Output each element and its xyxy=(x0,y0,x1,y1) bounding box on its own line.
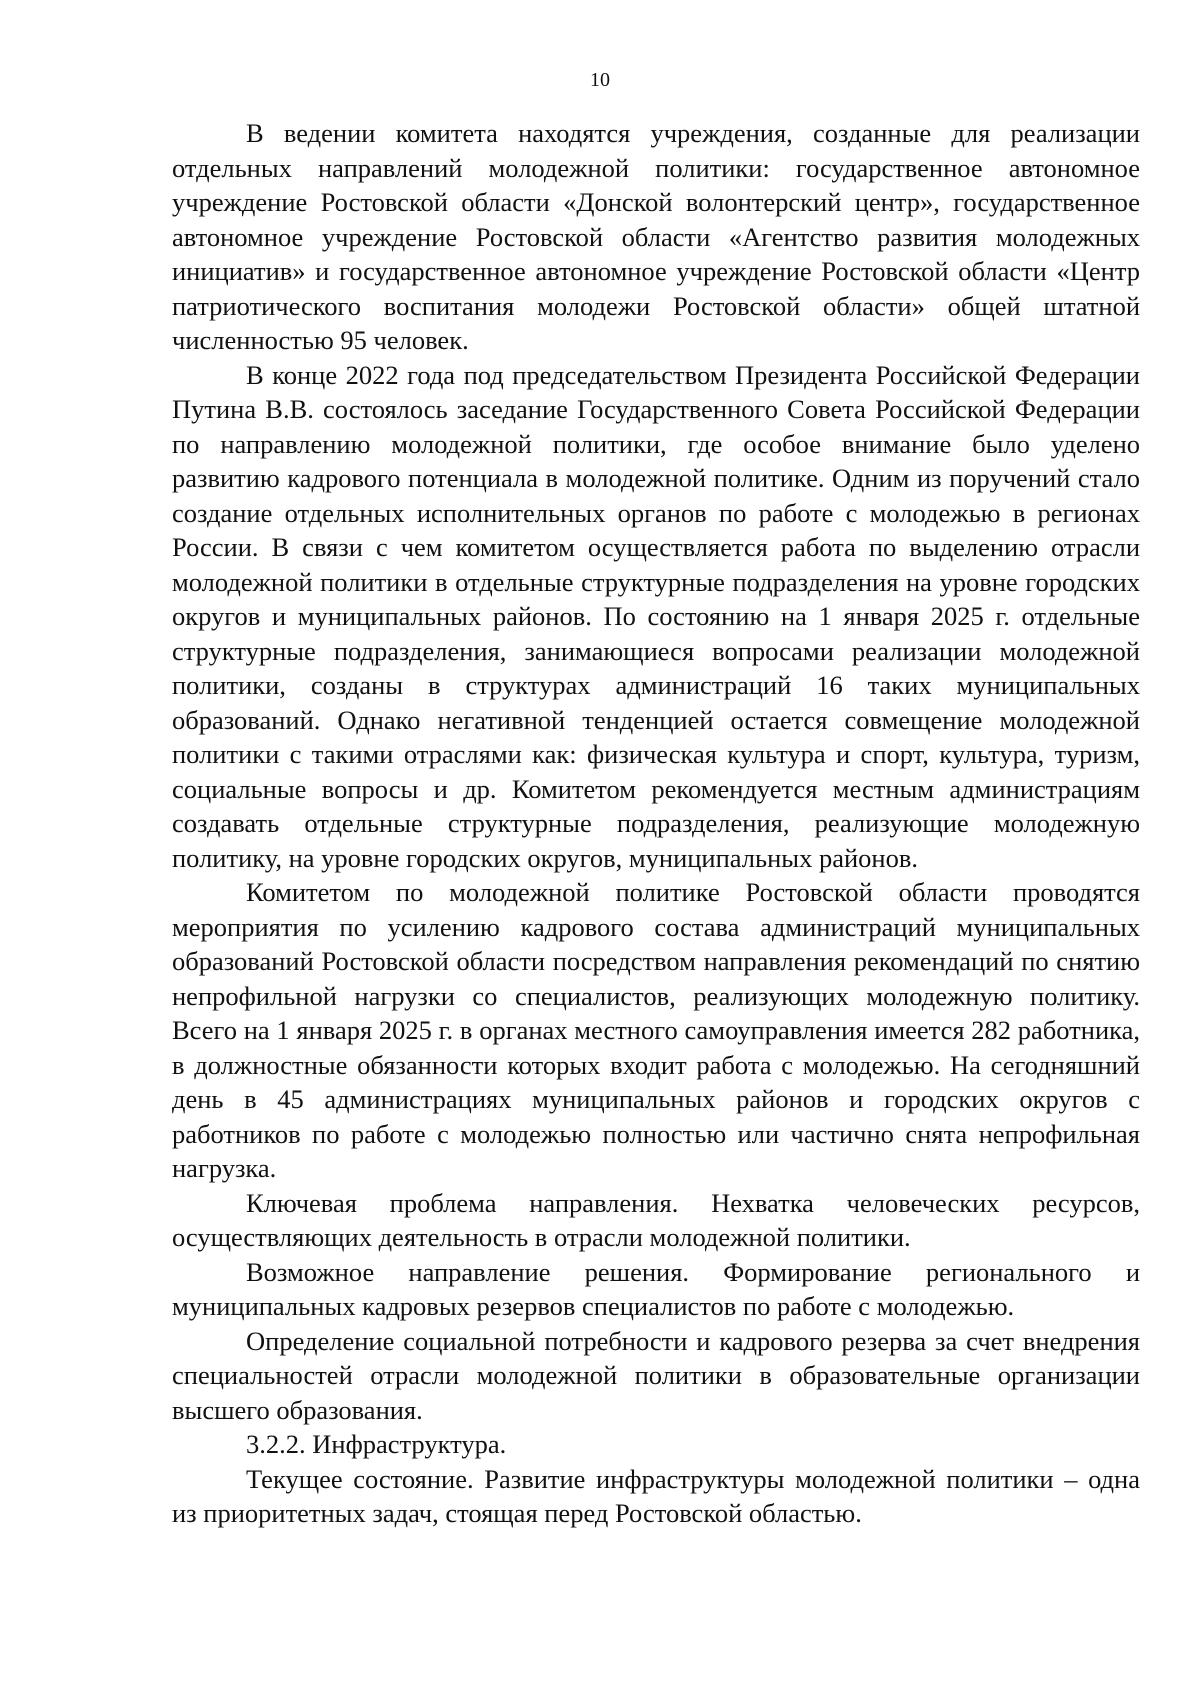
section-heading-infrastructure: 3.2.2. Инфраструктура. xyxy=(246,1429,507,1459)
paragraph-current-state: Текущее состояние. Развитие инфраструктуры молодежной политики – одна из приоритетных задач, стоящая перед Ростовской областью. xyxy=(172,1463,1140,1528)
document-body xyxy=(172,116,1140,1531)
page-number: 10 xyxy=(590,69,610,91)
paragraph-staffing-measures: Комитетом по молодежной политике Ростовской области проводятся мероприятия по усилению кадрового состава администраций муниципальных образований Ростовской области посредством направления рекомендаций по снятию непрофильной нагрузки со специалистов, реализующих молодежную политику. Всего на 1 января 2025 г. в органах местного самоуправления имеется 282 работника, в должностные обязанности которых входит работа с молодежью. На сегодняшний день в 45 администрациях муниципальных районов и городских округов с работников по работе с молодежью полностью или частично снята непрофильная нагрузка. xyxy=(172,877,1140,1183)
paragraph-state-council: В конце 2022 года под председательством Президента Российской Федерации Путина В.В. состоялось заседание Государственного Совета Российской Федерации по направлению молодежной политики, где особое внимание было уделено развитию кадрового потенциала в молодежной политике. Одним из поручений стало создание отдельных исполнительных органов по работе с молодежью в регионах России. В связи с чем комитетом осуществляется работа по выделению отрасли молодежной политики в отдельные структурные подразделения на уровне городских округов и муниципальных районов. По состоянию на 1 января 2025 г. отдельные структурные подразделения, занимающиеся вопросами реализации молодежной политики, созданы в структурах администраций 16 таких муниципальных образований. Однако негативной тенденцией остается совмещение молодежной политики с такими отраслями как: физическая культура и спорт, культура, туризм, социальные вопросы и др. Комитетом рекомендуется местным администрациям создавать отдельные структурные подразделения, реализующие молодежную политику, на уровне городских округов, муниципальных районов. xyxy=(172,359,1140,873)
paragraph-possible-solution: Возможное направление решения. Формирование регионального и муниципальных кадровых резервов специалистов по работе с молодежью. xyxy=(172,1256,1140,1321)
paragraph-social-need: Определение социальной потребности и кадрового резерва за счет внедрения специальностей отрасли молодежной политики в образовательные организации высшего образования. xyxy=(172,1325,1140,1425)
paragraph-subordinate-institutions: В ведении комитета находятся учреждения, созданные для реализации отдельных направлений молодежной политики: государственное автономное учреждение Ростовской области «Донской волонтерский центр», государственное автономное учреждение Ростовской области «Агентство развития молодежных инициатив» и государственное автономное учреждение Ростовской области «Центр патриотического воспитания молодежи Ростовской области» общей штатной численностью 95 человек. xyxy=(172,118,1140,355)
paragraph-key-problem: Ключевая проблема направления. Нехватка человеческих ресурсов, осуществляющих деятельность в отрасли молодежной политики. xyxy=(172,1187,1140,1252)
